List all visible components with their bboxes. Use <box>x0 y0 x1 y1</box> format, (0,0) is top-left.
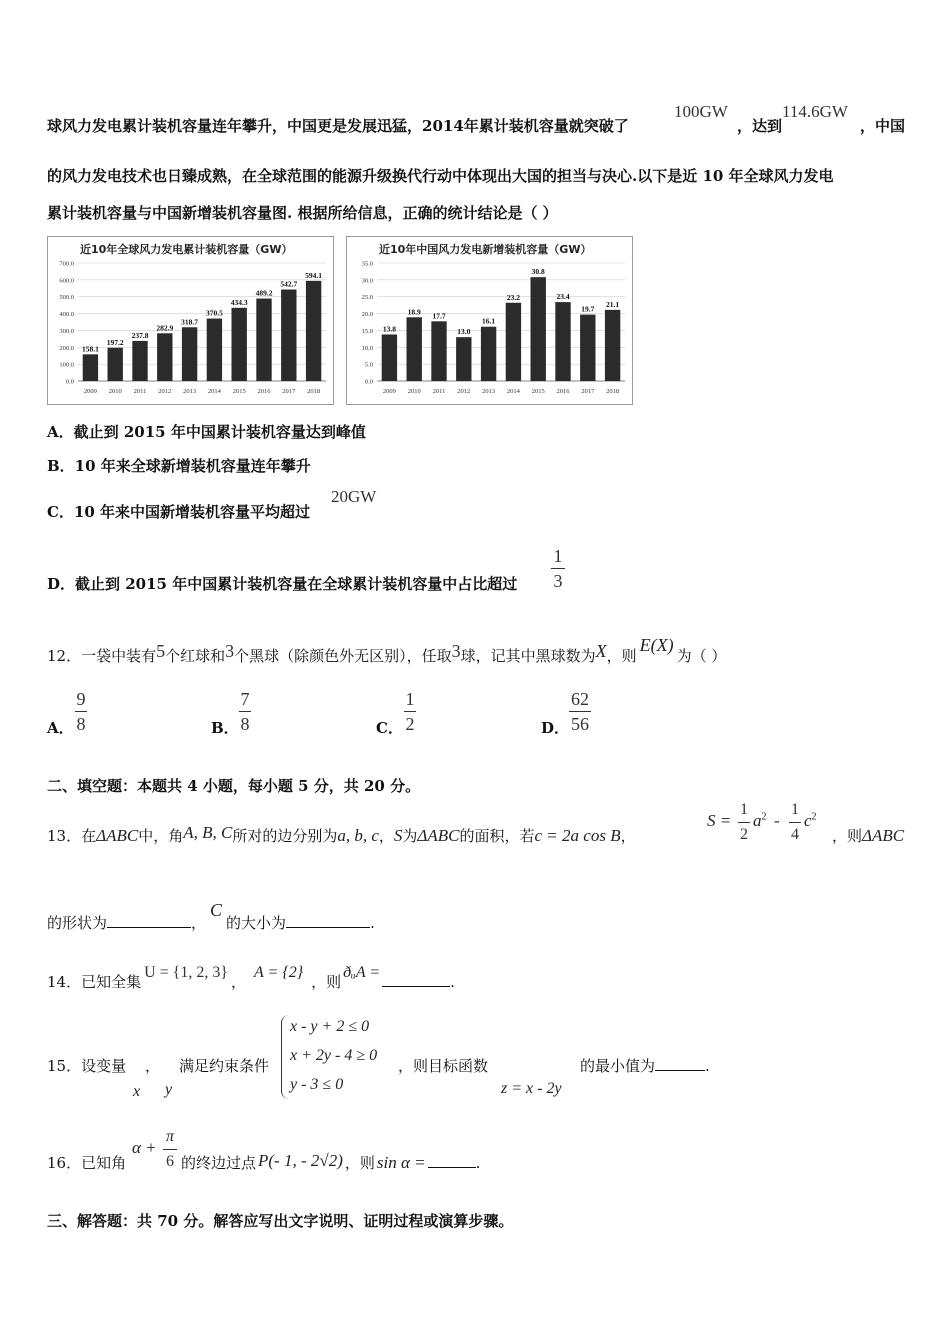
fraction-bar <box>569 711 591 712</box>
fraction-bar <box>738 822 750 823</box>
x-tick-label: 2010 <box>407 388 421 395</box>
q14-u: U = {1, 2, 3} <box>144 964 229 981</box>
intro-line1 <box>47 115 629 136</box>
data-label: 318.7 <box>181 317 199 327</box>
y-tick-label: 20.0 <box>361 311 373 319</box>
fraction-bar <box>551 568 565 569</box>
q13-t5: 为 <box>402 827 418 845</box>
section-3-heading: 三、解答题：共 70 分。解答应写出文字说明、证明过程或演算步骤。 <box>47 1212 514 1230</box>
q14-complement: ðᵤA = <box>343 964 381 981</box>
fraction-bar <box>404 711 416 712</box>
q14-t1: 14．已知全集 <box>47 973 142 991</box>
q13-a: a <box>753 811 762 830</box>
bar <box>481 327 496 381</box>
chart-china-title: 近10年中国风力发电新增装机容量（GW） <box>379 243 592 256</box>
q15-objective: z = x - 2y <box>501 1080 562 1097</box>
q16-alpha: α + <box>132 1138 157 1157</box>
q12-t3: 个黑球（除颜色外无区别），任取 <box>234 647 452 665</box>
answer-blank[interactable] <box>382 972 450 987</box>
q13-t1: 13．在 <box>47 827 97 845</box>
q12-n3a: 3 <box>225 641 235 661</box>
q15-t3: ，则目标函数 <box>398 1057 489 1075</box>
data-label: 370.5 <box>205 308 223 318</box>
q12-stem <box>47 635 727 666</box>
q13-frac-half <box>738 800 750 845</box>
q13-t6: 的面积，若 <box>459 827 535 845</box>
q12-t1: 12．一袋中装有 <box>47 647 157 665</box>
bar <box>531 277 546 381</box>
q15-y: y <box>165 1081 173 1098</box>
data-label: 21.1 <box>606 299 620 309</box>
x-tick-label: 2011 <box>432 388 446 395</box>
q13-cond: c = 2a cos B <box>534 826 621 845</box>
q15-t1b: ， <box>145 1057 161 1075</box>
q12-ex: E(X) <box>639 635 674 655</box>
option-11-a: A．截止到 2015 年中国累计装机容量达到峰值 <box>47 423 366 441</box>
q12-option-label: D． <box>541 719 570 737</box>
x-tick-label: 2012 <box>158 388 172 395</box>
bar <box>207 319 222 381</box>
q13-t3: 所对的边分别为 <box>232 827 338 845</box>
bar <box>232 308 247 381</box>
q12-option-fraction <box>239 689 251 734</box>
q16-t4: . <box>475 1154 481 1172</box>
q13-tri3: ΔABC <box>862 826 905 845</box>
data-label: 594.1 <box>305 270 323 280</box>
y-tick-label: 300.0 <box>59 327 74 335</box>
section-2-heading: 二、填空题：本题共 4 小题，每小题 5 分，共 20 分。 <box>47 777 421 795</box>
intro-line1-c: ，中国 <box>860 117 906 135</box>
q13-frac-quarter <box>789 800 801 845</box>
q13-cvar: C <box>210 900 223 920</box>
fraction-denominator: 8 <box>76 714 86 734</box>
q12-t4: 球，记其中黑球数为 <box>460 647 596 665</box>
q15-t5: . <box>705 1057 710 1075</box>
x-tick-label: 2018 <box>307 388 321 395</box>
q14-t4: . <box>450 973 455 991</box>
bar <box>407 317 422 381</box>
q13-t4: ， <box>378 827 394 845</box>
fraction-denominator: 2 <box>405 714 415 734</box>
answer-blank[interactable] <box>107 913 191 928</box>
fraction-numerator: 1 <box>405 689 415 709</box>
q16-t1: 16．已知角 <box>47 1154 127 1172</box>
y-tick-label: 700.0 <box>59 260 74 268</box>
fraction-denominator: 2 <box>740 826 748 843</box>
q13-tri2: ΔABC <box>417 826 460 845</box>
answer-blank[interactable] <box>428 1153 476 1168</box>
x-tick-label: 2013 <box>183 388 197 395</box>
x-tick-label: 2016 <box>257 388 271 395</box>
q12-t6: 为（ ） <box>676 647 727 665</box>
x-tick-label: 2010 <box>108 388 122 395</box>
fraction-numerator: 62 <box>571 689 589 709</box>
chart-china-svg <box>347 237 632 404</box>
value-100gw: 100GW <box>674 102 728 121</box>
q14-t2: ， <box>231 973 247 991</box>
q16-t2: 的终边过点 <box>181 1154 257 1172</box>
q15-x: x <box>133 1083 141 1100</box>
q16-frac-pi-6 <box>163 1127 177 1172</box>
bar <box>431 321 446 381</box>
y-tick-label: 600.0 <box>59 277 74 285</box>
x-tick-label: 2015 <box>232 388 246 395</box>
q13-stem <box>47 825 636 846</box>
bar <box>456 337 471 381</box>
q12-option-label: B． <box>211 719 239 737</box>
option-11-d: D．截止到 2015 年中国累计装机容量在全球累计装机容量中占比超过 <box>47 575 518 593</box>
x-tick-label: 2017 <box>282 388 296 395</box>
data-label: 13.8 <box>382 324 396 334</box>
q13-line2-a: 的形状为 <box>47 914 108 932</box>
fraction-bar <box>163 1149 177 1150</box>
data-label: 237.8 <box>131 330 149 340</box>
fraction-denominator: 4 <box>791 826 799 843</box>
y-tick-label: 500.0 <box>59 294 74 302</box>
intro-line1-a: 球风力发电累计装机容量连年攀升，中国更是发展迅猛，2014年累计装机容量就突破了 <box>47 117 629 135</box>
q12-option-fraction <box>75 689 87 734</box>
option-11-c-value: 20GW <box>331 487 377 506</box>
x-tick-label: 2011 <box>133 388 147 395</box>
value-1146gw: 114.6GW <box>782 102 848 121</box>
y-tick-label: 100.0 <box>59 361 74 369</box>
q12-t5: ，则 <box>606 647 637 665</box>
q12-option-label: A． <box>47 719 74 737</box>
data-label: 489.2 <box>255 288 273 298</box>
intro-line3: 累计装机容量与中国新增装机容量图. 根据所给信息，正确的统计结论是（ ） <box>47 204 558 222</box>
q12-option-fraction <box>569 689 591 734</box>
q13-tail <box>832 825 904 846</box>
answer-blank[interactable] <box>286 913 370 928</box>
data-label: 17.7 <box>432 311 446 321</box>
q14-stem <box>47 964 455 992</box>
q13-minus: - <box>774 811 780 830</box>
y-tick-label: 35.0 <box>361 260 373 268</box>
intro-line1-b: ，达到 <box>737 117 783 135</box>
bar <box>382 334 397 381</box>
data-label: 197.2 <box>106 337 124 347</box>
fraction-denominator: 8 <box>240 714 250 734</box>
q13-line2-d: . <box>370 914 375 932</box>
fraction-numerator: π <box>165 1128 174 1145</box>
fraction-bar <box>789 822 801 823</box>
x-tick-label: 2014 <box>207 388 221 395</box>
fraction-bar <box>239 711 251 712</box>
data-label: 18.9 <box>407 307 421 317</box>
option-11-b: B．10 年来全球新增装机容量连年攀升 <box>47 457 311 475</box>
bar <box>157 333 172 381</box>
y-tick-label: 10.0 <box>361 344 373 352</box>
q16-sin: sin α = <box>376 1153 426 1172</box>
fraction-numerator: 1 <box>740 801 748 818</box>
q13-line2-c: 的大小为 <box>226 914 287 932</box>
q16-point: P(- 1, - 2√2) <box>258 1151 343 1170</box>
q13-line2-b: ， <box>191 914 207 932</box>
fraction-bar <box>75 711 87 712</box>
q12-n3b: 3 <box>451 641 461 661</box>
data-label: 158.1 <box>81 344 99 354</box>
y-tick-label: 0.0 <box>65 378 74 386</box>
chart-global-cumulative <box>47 236 334 405</box>
bar <box>132 341 147 381</box>
fraction-numerator: 1 <box>791 801 799 818</box>
data-label: 19.7 <box>581 304 595 314</box>
q13-t8: ，则 <box>832 827 863 845</box>
constraint-3: y - 3 ≤ 0 <box>290 1076 344 1093</box>
q14-a: A = {2} <box>254 964 304 981</box>
x-tick-label: 2016 <box>556 388 570 395</box>
fraction-numerator: 1 <box>553 546 563 566</box>
x-tick-label: 2015 <box>531 388 545 395</box>
bar <box>555 302 570 381</box>
q16-t3: ，则 <box>344 1154 375 1172</box>
data-label: 30.8 <box>531 267 545 277</box>
q13-tri1: ΔABC <box>96 826 139 845</box>
option-11-c: C．10 年来中国新增装机容量平均超过 <box>47 503 311 521</box>
intro-line2: 的风力发电技术也日臻成熟，在全球范围的能源升级换代行动中体现出大国的担当与决心.以下是近 10 年全球风力发电 <box>47 167 834 185</box>
chart-global-title: 近10年全球风力发电累计装机容量（GW） <box>80 243 293 256</box>
q12-x: X <box>595 641 607 661</box>
data-label: 282.9 <box>156 323 174 333</box>
q13-t7: ， <box>620 827 636 845</box>
option-11-d-fraction <box>551 546 565 591</box>
fraction-denominator: 6 <box>166 1153 174 1170</box>
y-tick-label: 25.0 <box>361 294 373 302</box>
constraint-brace <box>281 1015 290 1099</box>
data-label: 542.7 <box>280 279 298 289</box>
q13-a-squared: $a^2$ <box>753 811 767 830</box>
q15-tail <box>580 1055 710 1076</box>
q13-t2: 中，角 <box>138 827 184 845</box>
q12-n5: 5 <box>156 641 166 661</box>
bar <box>256 299 271 381</box>
fraction-denominator: 3 <box>553 571 563 591</box>
data-label: 16.1 <box>482 316 496 326</box>
x-tick-label: 2012 <box>457 388 471 395</box>
bar <box>83 354 98 381</box>
y-tick-label: 15.0 <box>361 327 373 335</box>
q12-option-label: C． <box>376 719 403 737</box>
fraction-denominator: 56 <box>571 714 589 734</box>
x-tick-label: 2017 <box>581 388 595 395</box>
q13-c-squared: $c^2$ <box>804 811 817 830</box>
fraction-numerator: 9 <box>76 689 86 709</box>
bar <box>108 348 123 381</box>
x-tick-label: 2013 <box>482 388 496 395</box>
constraint-1: x - y + 2 ≤ 0 <box>290 1018 370 1035</box>
q13-line2 <box>47 900 375 933</box>
chart-china-new <box>346 236 633 405</box>
q15-t1: 15．设变量 <box>47 1057 127 1075</box>
y-tick-label: 400.0 <box>59 311 74 319</box>
x-tick-label: 2014 <box>506 388 520 395</box>
y-tick-label: 5.0 <box>364 361 373 369</box>
data-label: 13.0 <box>457 327 471 337</box>
y-tick-label: 200.0 <box>59 344 74 352</box>
q13-s: S <box>393 826 403 845</box>
bar <box>506 303 521 381</box>
bar <box>281 290 296 381</box>
q16-stem <box>181 1152 480 1173</box>
q12-option-fraction <box>404 689 416 734</box>
fraction-numerator: 7 <box>240 689 250 709</box>
q13-c: c <box>804 811 812 830</box>
chart-global-svg <box>48 237 333 404</box>
bar <box>306 281 321 381</box>
q12-t2: 个红球和 <box>165 647 226 665</box>
x-tick-label: 2018 <box>606 388 620 395</box>
answer-blank[interactable] <box>655 1056 705 1071</box>
q14-t3: ，则 <box>311 973 342 991</box>
bar <box>580 315 595 381</box>
q13-angles: A, B, C <box>183 823 233 842</box>
x-tick-label: 2009 <box>83 388 97 395</box>
q15-t2: 满足约束条件 <box>179 1057 270 1075</box>
q13-s-eq: S = <box>707 811 732 830</box>
y-tick-label: 0.0 <box>364 378 373 386</box>
bar <box>182 327 197 381</box>
y-tick-label: 30.0 <box>361 277 373 285</box>
data-label: 23.2 <box>506 292 520 302</box>
q13-sides: a, b, c <box>337 826 379 845</box>
data-label: 23.4 <box>556 292 570 302</box>
constraint-2: x + 2y - 4 ≥ 0 <box>290 1047 378 1064</box>
q15-t4: 的最小值为 <box>580 1057 656 1075</box>
data-label: 434.3 <box>230 297 248 307</box>
x-tick-label: 2009 <box>382 388 396 395</box>
bar <box>605 310 620 381</box>
